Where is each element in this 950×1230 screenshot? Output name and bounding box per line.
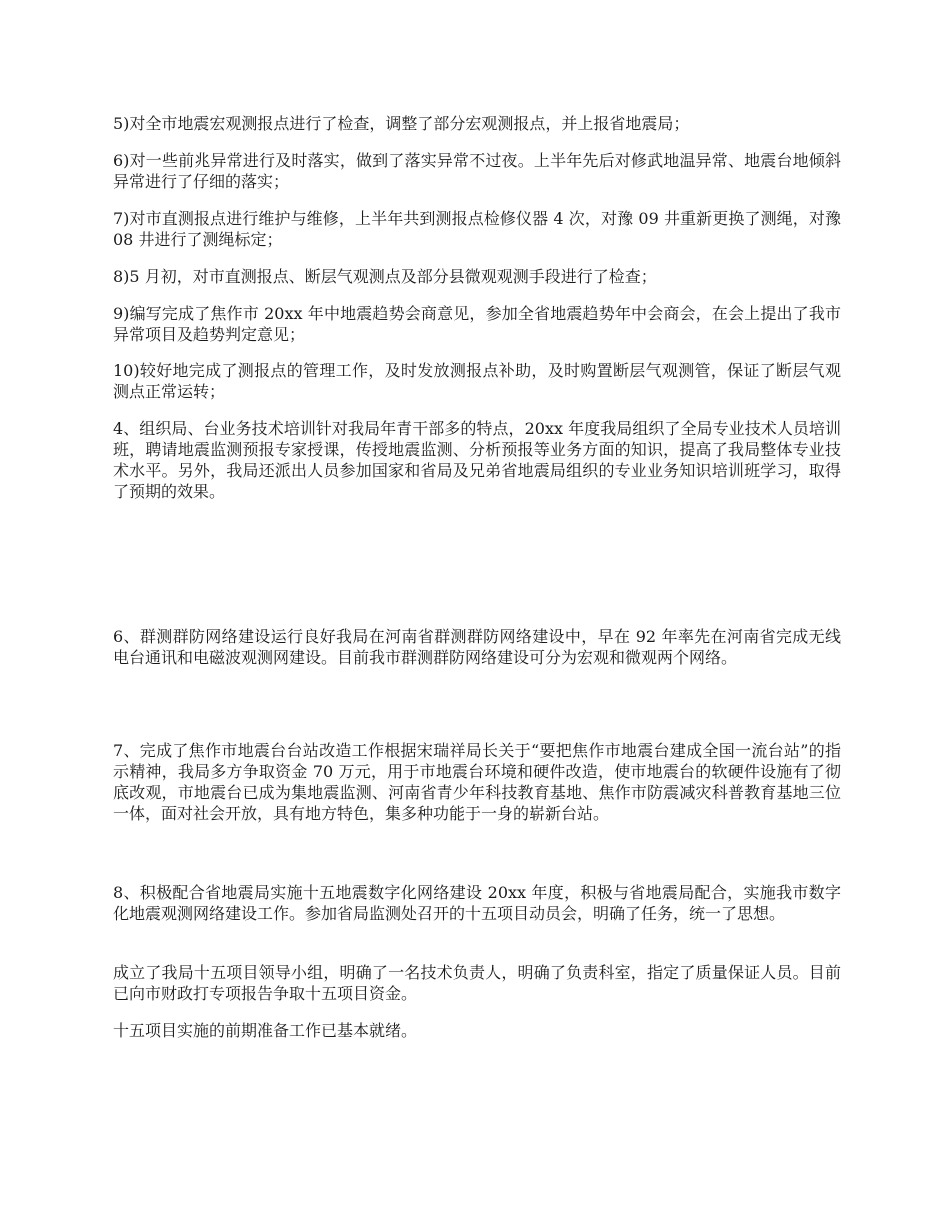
paragraph-project-group: 成立了我局十五项目领导小组，明确了一名技术负责人，明确了负责科室，指定了质量保证人员。目前已向市财政打专项报告争取十五项目资金。	[113, 963, 841, 1003]
paragraph-section-8-digital: 8、积极配合省地震局实施十五地震数字化网络建设 20xx 年度，积极与省地震局配合，实施我市数字化地震观测网络建设工作。参加省局监测处召开的十五项目动员会，明确了任务，统一了思想。	[113, 883, 841, 923]
paragraph-item-6: 6)对一些前兆异常进行及时落实，做到了落实异常不过夜。上半年先后对修武地温异常、地震台地倾斜异常进行了仔细的落实；	[113, 151, 841, 191]
paragraph-item-7: 7)对市直测报点进行维护与维修，上半年共到测报点检修仪器 4 次，对豫 09 井重新更换了测绳，对豫 08 井进行了测绳标定；	[113, 209, 841, 249]
paragraph-item-10: 10)较好地完成了测报点的管理工作，及时发放测报点补助，及时购置断层气观测管，保证了断层气观测点正常运转；	[113, 361, 841, 401]
paragraph-item-8: 8)5 月初，对市直测报点、断层气观测点及部分县微观观测手段进行了检查；	[113, 267, 657, 286]
paragraph-project-ready: 十五项目实施的前期准备工作已基本就绪。	[113, 1021, 418, 1040]
paragraph-section-7-station: 7、完成了焦作市地震台台站改造工作根据宋瑞祥局长关于“要把焦作市地震台建成全国一流台站”的指示精神，我局多方争取资金 70 万元，用于市地震台环境和硬件改造，使市地震台的软硬件设施有了彻底改观，市地震台已成为集地震监测、河南省青少年科技教育基地、焦作市防震减灾科普教育基地三位一体，面对社会开放，具有地方特色，集多种功能于一身的崭新台站。	[113, 741, 841, 823]
paragraph-item-9: 9)编写完成了焦作市 20xx 年中地震趋势会商意见，参加全省地震趋势年中会商会，在会上提出了我市异常项目及趋势判定意见；	[113, 304, 841, 344]
paragraph-item-5: 5)对全市地震宏观测报点进行了检查，调整了部分宏观测报点，并上报省地震局；	[113, 114, 690, 133]
paragraph-section-4-training: 4、组织局、台业务技术培训针对我局年青干部多的特点，20xx 年度我局组织了全局专业技术人员培训班，聘请地震监测预报专家授课，传授地震监测、分析预报等业务方面的知识，提高了我局整体专业技术水平。另外，我局还派出人员参加国家和省局及兄弟省地震局组织的专业业务知识培训班学习，取得了预期的效果。	[113, 419, 841, 501]
paragraph-section-6-network: 6、群测群防网络建设运行良好我局在河南省群测群防网络建设中，早在 92 年率先在河南省完成无线电台通讯和电磁波观测网建设。目前我市群测群防网络建设可分为宏观和微观两个网络。	[113, 627, 841, 667]
